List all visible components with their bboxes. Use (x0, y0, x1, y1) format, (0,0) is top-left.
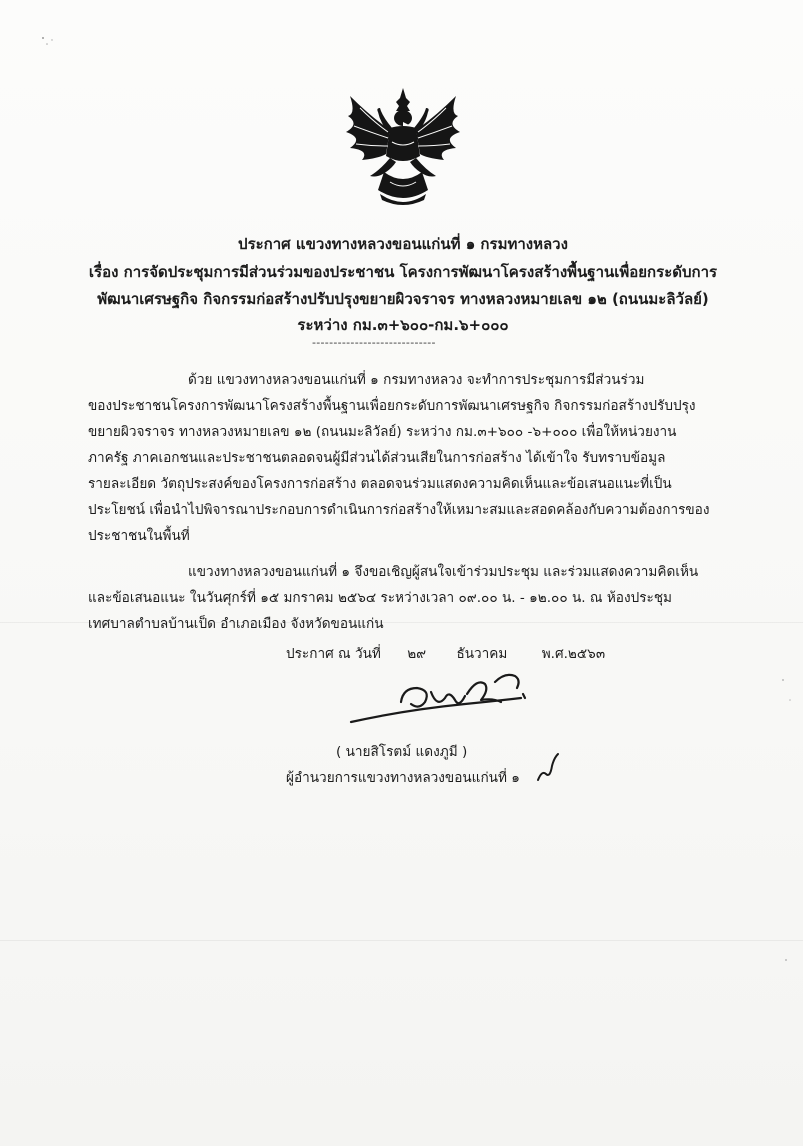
announcement-date (286, 642, 605, 664)
paragraph-2-line: และข้อเสนอแนะ ในวันศุกร์ที่ ๑๕ มกราคม ๒๕๖๔ ระหว่างเวลา ๐๙.๐๐ น. - ๑๒.๐๐ น. ณ ห้องประชุม (88, 590, 673, 606)
date-prefix: ประกาศ ณ วันที่ (286, 646, 381, 662)
paragraph-1-line: ประโยชน์ เพื่อนำไปพิจารณาประกอบการดำเนินการก่อสร้างให้เหมาะสมและสอดคล้องกับความต้องการของ (88, 502, 710, 518)
paragraph-1-line: รายละเอียด วัตถุประสงค์ของโครงการก่อสร้าง ตลอดจนร่วมแสดงความคิดเห็นและข้อเสนอแนะที่เป็น (88, 476, 672, 492)
date-day: ๒๙ (407, 646, 427, 662)
handwritten-signature (345, 668, 535, 734)
paragraph-1-line: ด้วย แขวงทางหลวงขอนแก่นที่ ๑ กรมทางหลวง จะทำการประชุมการมีส่วนร่วม (188, 372, 645, 388)
separator-line: ----------------------------- (312, 336, 436, 349)
signatory-title: ผู้อำนวยการแขวงทางหลวงขอนแก่นที่ ๑ (286, 770, 520, 786)
subject-line-3: ระหว่าง กม.๓+๖๐๐-กม.๖+๐๐๐ (297, 316, 509, 334)
paragraph-1-line: ภาครัฐ ภาคเอกชนและประชาชนตลอดจนผู้มีส่วนได้ส่วนเสียในการก่อสร้าง ได้เข้าใจ รับทราบข้อมูล (88, 450, 666, 466)
signatory-name: ( นายสิโรตม์ แดงภูมี ) (336, 744, 468, 760)
paragraph-1-line: ของประชาชนโครงการพัฒนาโครงสร้างพื้นฐานเพื่อยกระดับการพัฒนาเศรษฐกิจ กิจกรรมก่อสร้างปรับปรุง (88, 398, 696, 414)
handwritten-initial (534, 750, 560, 784)
announcement-heading: ประกาศ แขวงทางหลวงขอนแก่นที่ ๑ กรมทางหลวง (238, 235, 568, 253)
subject-line-1: เรื่อง การจัดประชุมการมีส่วนร่วมของประชาชน โครงการพัฒนาโครงสร้างพื้นฐานเพื่อยกระดับการ (88, 263, 718, 281)
paragraph-2-line: แขวงทางหลวงขอนแก่นที่ ๑ จึงขอเชิญผู้สนใจเข้าร่วมประชุม และร่วมแสดงความคิดเห็น (188, 564, 699, 580)
subject-line-2: พัฒนาเศรษฐกิจ กิจกรรมก่อสร้างปรับปรุงขยายผิวจราจร ทางหลวงหมายเลข ๑๒ (ถนนมะลิวัลย์) (97, 290, 709, 308)
date-year: พ.ศ.๒๕๖๓ (541, 646, 606, 662)
garuda-emblem-icon (340, 86, 466, 210)
paragraph-1-line: ประชาชนในพื้นที่ (88, 528, 190, 544)
date-month: ธันวาคม (456, 646, 508, 662)
paragraph-2-line: เทศบาลตำบลบ้านเป็ด อำเภอเมือง จังหวัดขอนแก่น (88, 616, 384, 632)
paragraph-1-line: ขยายผิวจราจร ทางหลวงหมายเลข ๑๒ (ถนนมะลิวัลย์) ระหว่าง กม.๓+๖๐๐ -๖+๐๐๐ เพื่อให้หน่วยงาน (88, 424, 677, 440)
